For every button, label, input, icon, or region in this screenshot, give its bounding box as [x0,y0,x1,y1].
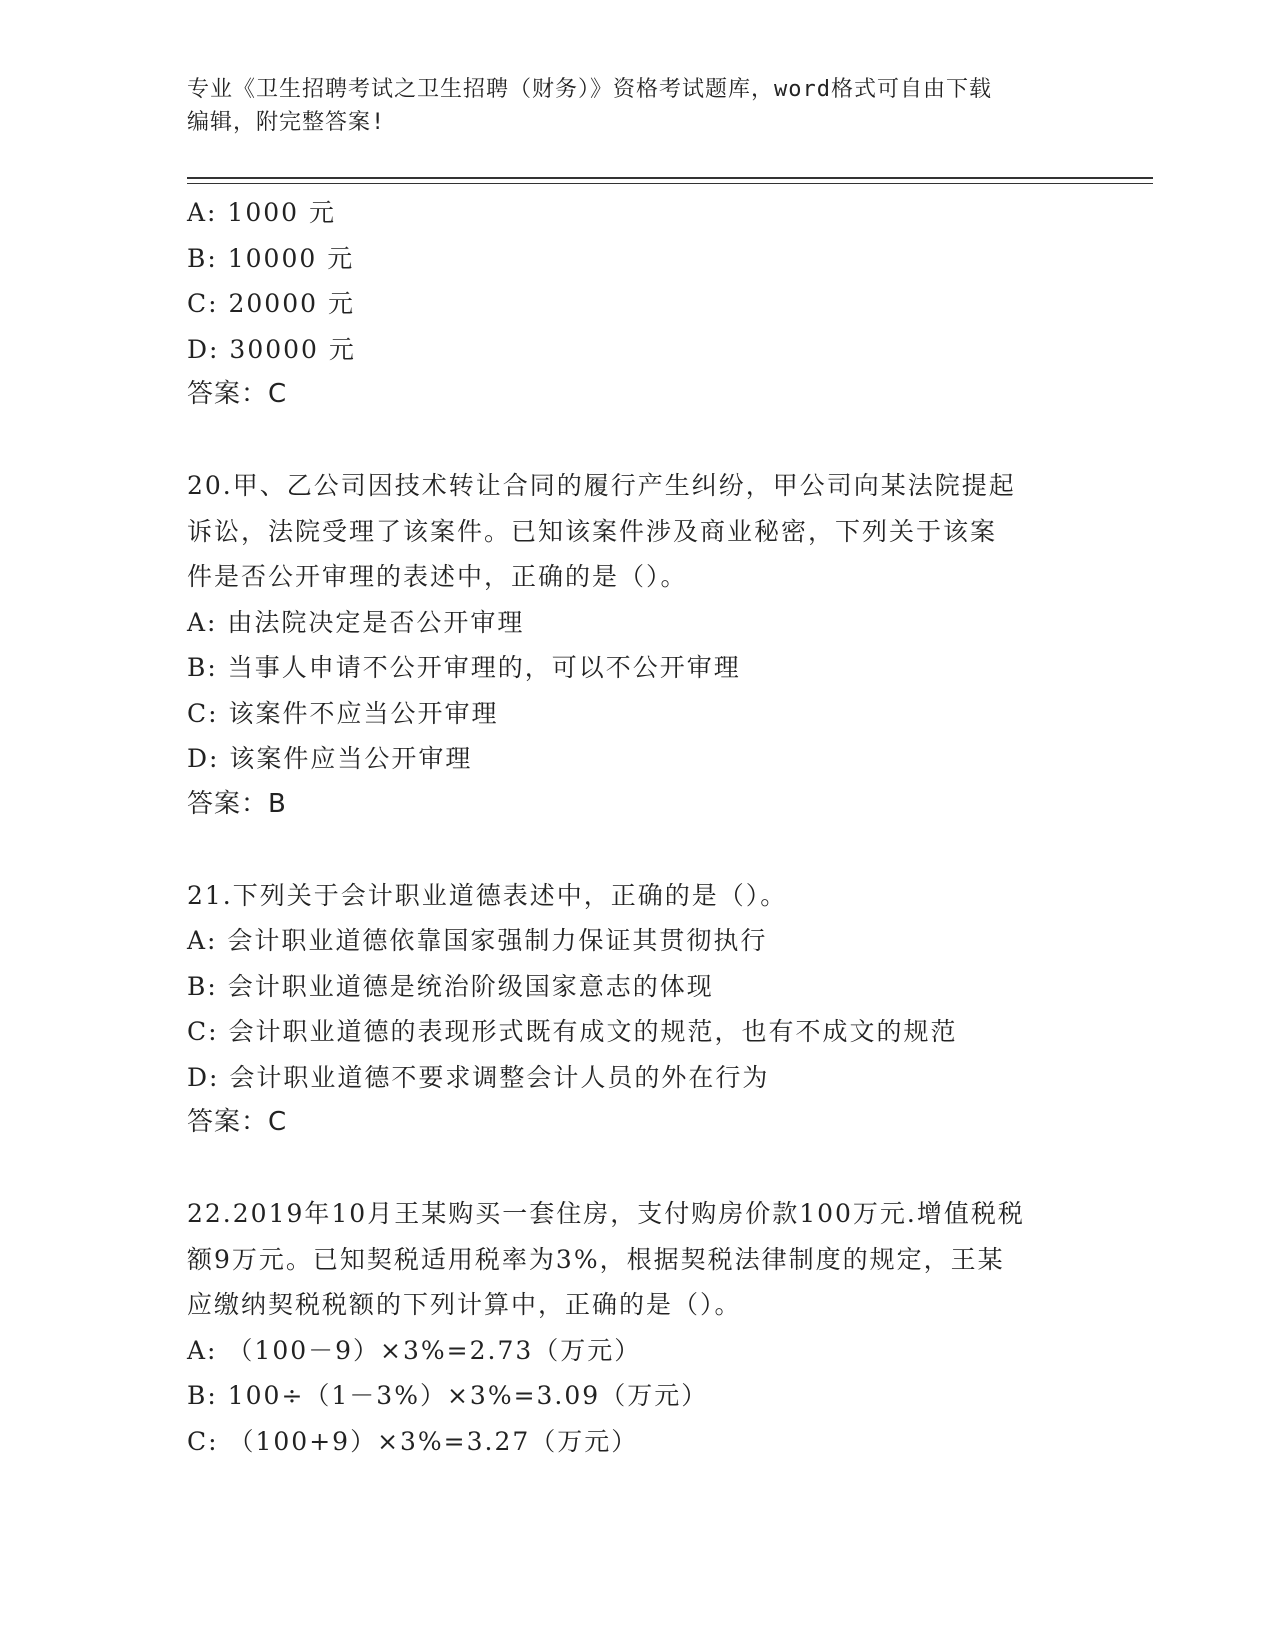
q20-stem-line-3: 件是否公开审理的表述中，正确的是（）。 [187,562,688,591]
q19-option-d: D: 30000 元 [187,334,356,364]
question-20 [187,463,1147,827]
spacer [187,827,1147,873]
q22-option-c: C: （100+9）×3%=3.27（万元） [187,1426,639,1456]
q20-option-a: A: 由法院决定是否公开审理 [187,607,525,637]
header-line-1: 专业《卫生招聘考试之卫生招聘（财务）》资格考试题库，word格式可自由下载 [187,77,992,102]
q20-answer: 答案：B [187,788,287,819]
q20-option-d: D: 该案件应当公开审理 [187,744,473,773]
q20-option-b: B: 当事人申请不公开审理的，可以不公开审理 [187,653,741,682]
spacer [187,418,1147,464]
q21-option-a: A: 会计职业道德依靠国家强制力保证其贯彻执行 [187,926,768,955]
spacer [187,1146,1147,1192]
q20-option-c: C: 该案件不应当公开审理 [187,698,499,728]
q22-stem-line-3: 应缴纳契税税额的下列计算中，正确的是（）。 [187,1290,742,1319]
q22-stem-line-1: 22.2019年10月王某购买一套住房，支付购房价款100万元.增值税税 [187,1199,1025,1228]
q22-stem-line-2: 额9万元。已知契税适用税率为3%，根据契税法律制度的规定，王某 [187,1244,1005,1274]
header-rule-thin [187,183,1153,184]
q19-option-c: C: 20000 元 [187,289,355,318]
header-line-2: 编辑，附完整答案! [187,110,386,135]
question-19 [187,190,1147,418]
document-header [187,73,1087,139]
question-content [187,190,1147,1464]
q22-option-b: B: 100÷（1－3%）×3%=3.09（万元） [187,1381,709,1410]
header-rule-thick [187,177,1153,179]
q19-answer: 答案：C [187,379,288,409]
question-21 [187,873,1147,1146]
q19-option-b: B: 10000 元 [187,243,355,273]
q21-stem-line-1: 21.下列关于会计职业道德表述中，正确的是（）。 [187,880,788,910]
question-22 [187,1191,1147,1464]
q21-answer: 答案：C [187,1107,288,1137]
q21-option-c: C: 会计职业道德的表现形式既有成文的规范，也有不成文的规范 [187,1017,958,1046]
q19-option-a: A: 1000 元 [187,198,336,227]
q22-option-a: A: （100－9）×3%=2.73（万元） [187,1335,642,1365]
q20-stem-line-2: 诉讼，法院受理了该案件。已知该案件涉及商业秘密，下列关于该案 [187,516,998,546]
q21-option-d: D: 会计职业道德不要求调整会计人员的外在行为 [187,1062,770,1092]
q20-stem-line-1: 20.甲、乙公司因技术转让合同的履行产生纠纷，甲公司向某法院提起 [187,471,1016,500]
q21-option-b: B: 会计职业道德是统治阶级国家意志的体现 [187,971,714,1001]
